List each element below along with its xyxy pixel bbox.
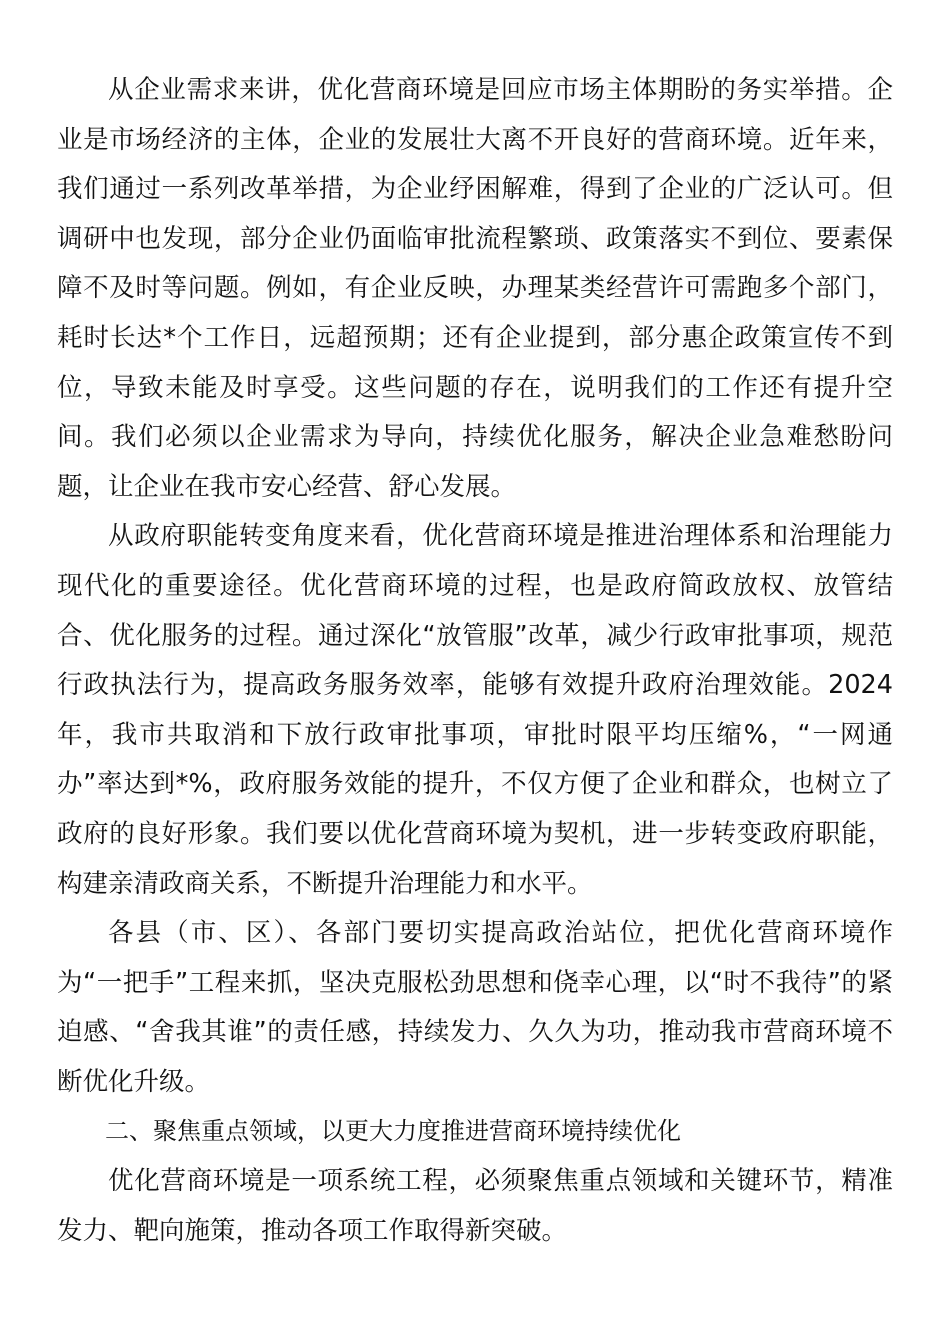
- paragraph-departments-requirement: 各县（市、区）、各部门要切实提高政治站位，把优化营商环境作为“一把手”工程来抓，坚决克服松劲思想和侥幸心理，以“时不我待”的紧迫感、“舍我其谁”的责任感，持续发力、久久为功，推动我市营商环境不断优化升级。: [57, 918, 893, 1097]
- document-page: [57, 66, 893, 1256]
- paragraph-government-function: 从政府职能转变角度来看，优化营商环境是推进治理体系和治理能力现代化的重要途径。优化营商环境的过程，也是政府简政放权、放管结合、优化服务的过程。通过深化“放管服”改革，减少行政审批事项，规范行政执法行为，提高政务服务效率，能够有效提升政府治理效能。2024年，我市共取消和下放行政审批事项，审批时限平均压缩%，“一网通办”率达到*%，政府服务效能的提升，不仅方便了企业和群众，也树立了政府的良好形象。我们要以优化营商环境为契机，进一步转变政府职能，构建亲清政商关系，不断提升治理能力和水平。: [57, 521, 893, 899]
- paragraph-section-intro: 优化营商环境是一项系统工程，必须聚焦重点领域和关键环节，精准发力、靶向施策，推动各项工作取得新突破。: [57, 1166, 893, 1246]
- paragraph-enterprise-demand: 从企业需求来讲，优化营商环境是回应市场主体期盼的务实举措。企业是市场经济的主体，企业的发展壮大离不开良好的营商环境。近年来，我们通过一系列改革举措，为企业纾困解难，得到了企业的广泛认可。但调研中也发现，部分企业仍面临审批流程繁琐、政策落实不到位、要素保障不及时等问题。例如，有企业反映，办理某类经营许可需跑多个部门，耗时长达*个工作日，远超预期；还有企业提到，部分惠企政策宣传不到位，导致未能及时享受。这些问题的存在，说明我们的工作还有提升空间。我们必须以企业需求为导向，持续优化服务，解决企业急难愁盼问题，让企业在我市安心经营、舒心发展。: [57, 75, 893, 502]
- section-heading: 二、聚焦重点领域，以更大力度推进营商环境持续优化: [105, 1117, 681, 1146]
